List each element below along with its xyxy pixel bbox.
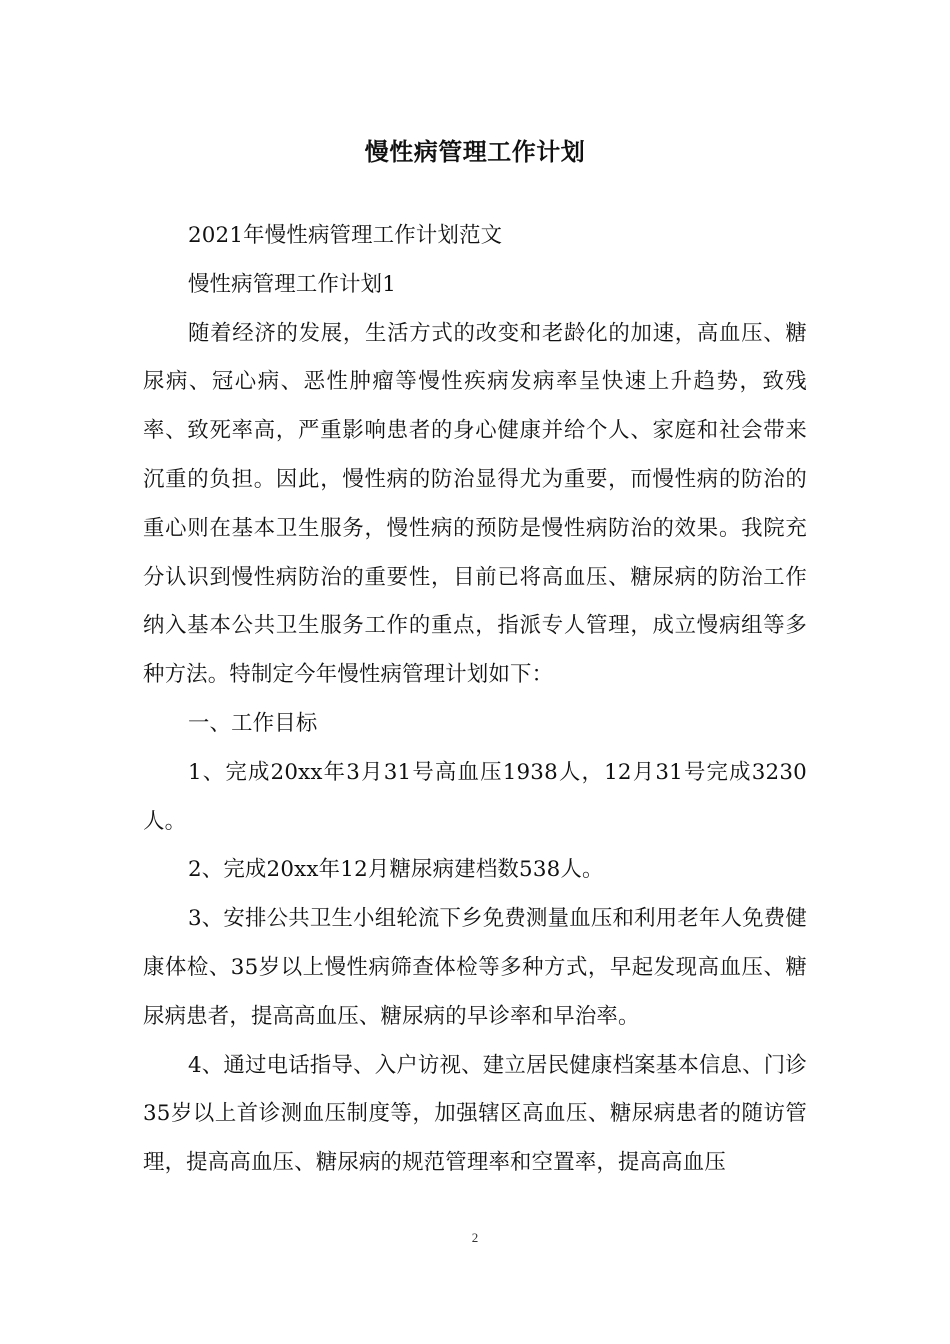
paragraph-subtitle: 2021年慢性病管理工作计划范文	[187, 223, 503, 248]
paragraph-goal-2: 2、完成20xx年12月糖尿病建档数538人。	[187, 857, 604, 883]
paragraph-introduction: 随着经济的发展，生活方式的改变和老龄化的加速，高血压、糖尿病、冠心病、恶性肿瘤等慢性疾病发病率呈快速上升趋势，致残率、致死率高，严重影响患者的身心健康并给个人、家庭和社会带来沉重的负担。因此，慢性病的防治显得尤为重要，而慢性病的防治的重心则在基本卫生服务，慢性病的预防是慢性病防治的效果。我院充分认识到慢性病防治的重要性，目前已将高血压、糖尿病的防治工作纳入基本公共卫生服务工作的重点，指派专人管理，成立慢病组等多种方法。特制定今年慢性病管理计划如下：	[143, 320, 807, 688]
paragraph-section-heading: 慢性病管理工作计划1	[187, 271, 397, 297]
paragraph-goal-heading: 一、工作目标	[187, 710, 318, 736]
paragraph-goal-1: 1、完成20xx年3月31号高血压1938人，12月31号完成3230人。	[143, 759, 807, 834]
paragraph-goal-3: 3、安排公共卫生小组轮流下乡免费测量血压和利用老年人免费健康体检、35岁以上慢性病筛查体检等多种方式，早起发现高血压、糖尿病患者，提高高血压、糖尿病的早诊率和早治率。	[143, 906, 807, 1029]
document-title: 慢性病管理工作计划	[364, 138, 586, 166]
page-number: 2	[471, 1230, 479, 1245]
document-body	[143, 212, 807, 1188]
paragraph-goal-4: 4、通过电话指导、入户访视、建立居民健康档案基本信息、门诊35岁以上首诊测血压制度等，加强辖区高血压、糖尿病患者的随访管理，提高高血压、糖尿病的规范管理率和空置率，提高高血压	[143, 1052, 807, 1176]
